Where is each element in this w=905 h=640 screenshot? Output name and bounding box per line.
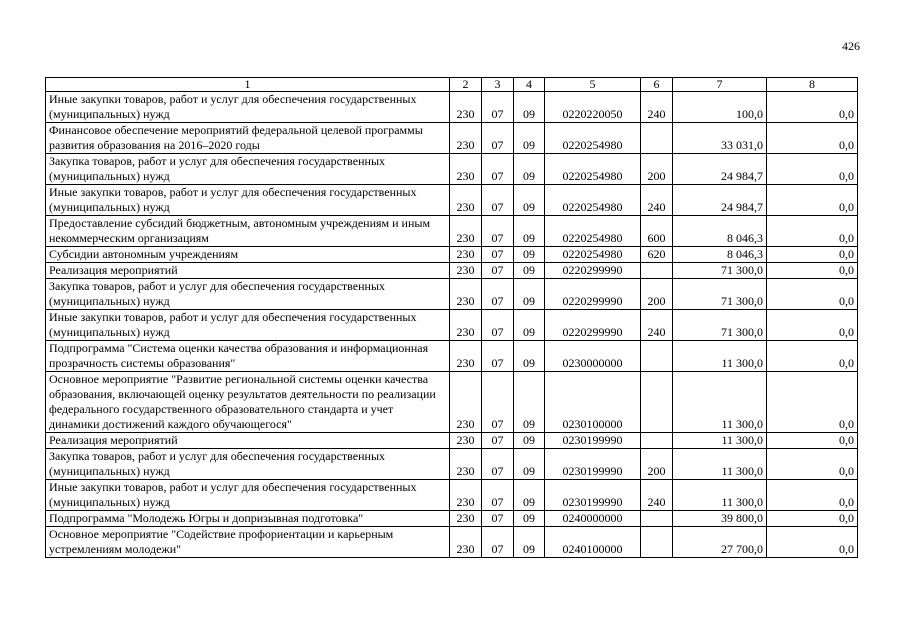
- col4-cell: 09: [514, 185, 545, 216]
- table-row: [46, 247, 858, 263]
- col4-cell: 09: [514, 341, 545, 372]
- col8-cell: 0,0: [767, 372, 858, 433]
- col7-cell: 71 300,0: [673, 310, 767, 341]
- col5-cell: 0220254980: [545, 216, 641, 247]
- col5-cell: 0220254980: [545, 185, 641, 216]
- row-name-cell: Закупка товаров, работ и услуг для обеспечения государственных (муниципальных) нужд: [46, 154, 450, 185]
- table-row: [46, 92, 858, 123]
- col5-cell: 0230100000: [545, 372, 641, 433]
- table-body: [46, 92, 858, 558]
- row-name-cell: Закупка товаров, работ и услуг для обеспечения государственных (муниципальных) нужд: [46, 279, 450, 310]
- col7-cell: 27 700,0: [673, 527, 767, 558]
- col8-cell: 0,0: [767, 263, 858, 279]
- col7-cell: 8 046,3: [673, 216, 767, 247]
- table-row: [46, 449, 858, 480]
- col3-cell: 07: [482, 279, 514, 310]
- table-row: [46, 123, 858, 154]
- table-row: [46, 154, 858, 185]
- column-header-5: 5: [545, 78, 641, 92]
- col5-cell: 0230000000: [545, 341, 641, 372]
- col8-cell: 0,0: [767, 185, 858, 216]
- col2-cell: 230: [450, 216, 482, 247]
- column-header-2: 2: [450, 78, 482, 92]
- col3-cell: 07: [482, 154, 514, 185]
- col6-cell: 240: [641, 185, 673, 216]
- col5-cell: 0220220050: [545, 92, 641, 123]
- col5-cell: 0220254980: [545, 247, 641, 263]
- row-name-cell: Основное мероприятие "Содействие профориентации и карьерным устремлениям молодежи": [46, 527, 450, 558]
- table-row: [46, 341, 858, 372]
- col5-cell: 0220254980: [545, 123, 641, 154]
- col4-cell: 09: [514, 449, 545, 480]
- table-row: [46, 511, 858, 527]
- column-header-6: 6: [641, 78, 673, 92]
- col2-cell: 230: [450, 511, 482, 527]
- col3-cell: 07: [482, 216, 514, 247]
- col2-cell: 230: [450, 449, 482, 480]
- col2-cell: 230: [450, 123, 482, 154]
- row-name-cell: Предоставление субсидий бюджетным, автономным учреждениям и иным некоммерческим организациям: [46, 216, 450, 247]
- col8-cell: 0,0: [767, 527, 858, 558]
- col2-cell: 230: [450, 433, 482, 449]
- col2-cell: 230: [450, 154, 482, 185]
- col8-cell: 0,0: [767, 247, 858, 263]
- col2-cell: 230: [450, 247, 482, 263]
- table-row: [46, 263, 858, 279]
- col7-cell: 11 300,0: [673, 341, 767, 372]
- col6-cell: 200: [641, 449, 673, 480]
- table-row: [46, 216, 858, 247]
- col4-cell: 09: [514, 216, 545, 247]
- table-row: [46, 279, 858, 310]
- col7-cell: 100,0: [673, 92, 767, 123]
- col3-cell: 07: [482, 511, 514, 527]
- row-name-cell: Реализация мероприятий: [46, 263, 450, 279]
- col6-cell: [641, 527, 673, 558]
- col6-cell: 240: [641, 92, 673, 123]
- col2-cell: 230: [450, 480, 482, 511]
- col5-cell: 0230199990: [545, 433, 641, 449]
- col6-cell: 600: [641, 216, 673, 247]
- column-header-8: 8: [767, 78, 858, 92]
- row-name-cell: Закупка товаров, работ и услуг для обеспечения государственных (муниципальных) нужд: [46, 449, 450, 480]
- col2-cell: 230: [450, 185, 482, 216]
- col2-cell: 230: [450, 527, 482, 558]
- col4-cell: 09: [514, 433, 545, 449]
- col3-cell: 07: [482, 341, 514, 372]
- column-header-1: 1: [46, 78, 450, 92]
- row-name-cell: Подпрограмма "Система оценки качества образования и информационная прозрачность системы образования": [46, 341, 450, 372]
- col5-cell: 0230199990: [545, 480, 641, 511]
- col3-cell: 07: [482, 372, 514, 433]
- col3-cell: 07: [482, 92, 514, 123]
- col4-cell: 09: [514, 511, 545, 527]
- row-name-cell: Иные закупки товаров, работ и услуг для обеспечения государственных (муниципальных) нужд: [46, 480, 450, 511]
- table-row: [46, 372, 858, 433]
- col4-cell: 09: [514, 154, 545, 185]
- column-header-3: 3: [482, 78, 514, 92]
- table-row: [46, 433, 858, 449]
- col3-cell: 07: [482, 480, 514, 511]
- page-number: 426: [842, 39, 860, 53]
- col7-cell: 11 300,0: [673, 372, 767, 433]
- col8-cell: 0,0: [767, 279, 858, 310]
- row-name-cell: Реализация мероприятий: [46, 433, 450, 449]
- col4-cell: 09: [514, 247, 545, 263]
- col3-cell: 07: [482, 247, 514, 263]
- col6-cell: [641, 341, 673, 372]
- col4-cell: 09: [514, 527, 545, 558]
- row-name-cell: Подпрограмма "Молодежь Югры и допризывная подготовка": [46, 511, 450, 527]
- col5-cell: 0220254980: [545, 154, 641, 185]
- row-name-cell: Финансовое обеспечение мероприятий федеральной целевой программы развития образования на 2016–2020 годы: [46, 123, 450, 154]
- col4-cell: 09: [514, 310, 545, 341]
- col7-cell: 71 300,0: [673, 279, 767, 310]
- col6-cell: 200: [641, 154, 673, 185]
- row-name-cell: Субсидии автономным учреждениям: [46, 247, 450, 263]
- col5-cell: 0240000000: [545, 511, 641, 527]
- table-row: [46, 480, 858, 511]
- col2-cell: 230: [450, 92, 482, 123]
- col3-cell: 07: [482, 123, 514, 154]
- col6-cell: [641, 372, 673, 433]
- col7-cell: 24 984,7: [673, 154, 767, 185]
- col7-cell: 11 300,0: [673, 433, 767, 449]
- col6-cell: [641, 263, 673, 279]
- col7-cell: 11 300,0: [673, 480, 767, 511]
- col4-cell: 09: [514, 480, 545, 511]
- column-header-7: 7: [673, 78, 767, 92]
- col8-cell: 0,0: [767, 216, 858, 247]
- col6-cell: 240: [641, 310, 673, 341]
- row-name-cell: Иные закупки товаров, работ и услуг для обеспечения государственных (муниципальных) нужд: [46, 185, 450, 216]
- col7-cell: 11 300,0: [673, 449, 767, 480]
- col2-cell: 230: [450, 341, 482, 372]
- col3-cell: 07: [482, 449, 514, 480]
- col4-cell: 09: [514, 279, 545, 310]
- col5-cell: 0220299990: [545, 263, 641, 279]
- col5-cell: 0230199990: [545, 449, 641, 480]
- column-header-4: 4: [514, 78, 545, 92]
- col2-cell: 230: [450, 310, 482, 341]
- col7-cell: 39 800,0: [673, 511, 767, 527]
- table-row: [46, 185, 858, 216]
- row-name-cell: Иные закупки товаров, работ и услуг для обеспечения государственных (муниципальных) нужд: [46, 310, 450, 341]
- col4-cell: 09: [514, 263, 545, 279]
- col6-cell: [641, 433, 673, 449]
- col6-cell: 200: [641, 279, 673, 310]
- col6-cell: 620: [641, 247, 673, 263]
- row-name-cell: Основное мероприятие "Развитие региональной системы оценки качества образования, включающей оценку результатов деятельности по реализации федерального государственного образовательного стандарта и учет динамики достижений каждого обучающегося": [46, 372, 450, 433]
- col8-cell: 0,0: [767, 92, 858, 123]
- col6-cell: 240: [641, 480, 673, 511]
- col2-cell: 230: [450, 279, 482, 310]
- row-name-cell: Иные закупки товаров, работ и услуг для обеспечения государственных (муниципальных) нужд: [46, 92, 450, 123]
- header-row: [46, 78, 858, 92]
- col7-cell: 24 984,7: [673, 185, 767, 216]
- col5-cell: 0220299990: [545, 310, 641, 341]
- col7-cell: 33 031,0: [673, 123, 767, 154]
- col8-cell: 0,0: [767, 123, 858, 154]
- col3-cell: 07: [482, 433, 514, 449]
- col8-cell: 0,0: [767, 310, 858, 341]
- col5-cell: 0220299990: [545, 279, 641, 310]
- col4-cell: 09: [514, 92, 545, 123]
- table-row: [46, 527, 858, 558]
- col3-cell: 07: [482, 310, 514, 341]
- col2-cell: 230: [450, 372, 482, 433]
- col2-cell: 230: [450, 263, 482, 279]
- col3-cell: 07: [482, 263, 514, 279]
- col7-cell: 71 300,0: [673, 263, 767, 279]
- col6-cell: [641, 123, 673, 154]
- col7-cell: 8 046,3: [673, 247, 767, 263]
- col5-cell: 0240100000: [545, 527, 641, 558]
- col8-cell: 0,0: [767, 341, 858, 372]
- col3-cell: 07: [482, 527, 514, 558]
- col8-cell: 0,0: [767, 511, 858, 527]
- budget-table: [45, 77, 858, 558]
- table-row: [46, 310, 858, 341]
- col3-cell: 07: [482, 185, 514, 216]
- col8-cell: 0,0: [767, 154, 858, 185]
- col8-cell: 0,0: [767, 449, 858, 480]
- col4-cell: 09: [514, 372, 545, 433]
- col8-cell: 0,0: [767, 433, 858, 449]
- col6-cell: [641, 511, 673, 527]
- col8-cell: 0,0: [767, 480, 858, 511]
- col4-cell: 09: [514, 123, 545, 154]
